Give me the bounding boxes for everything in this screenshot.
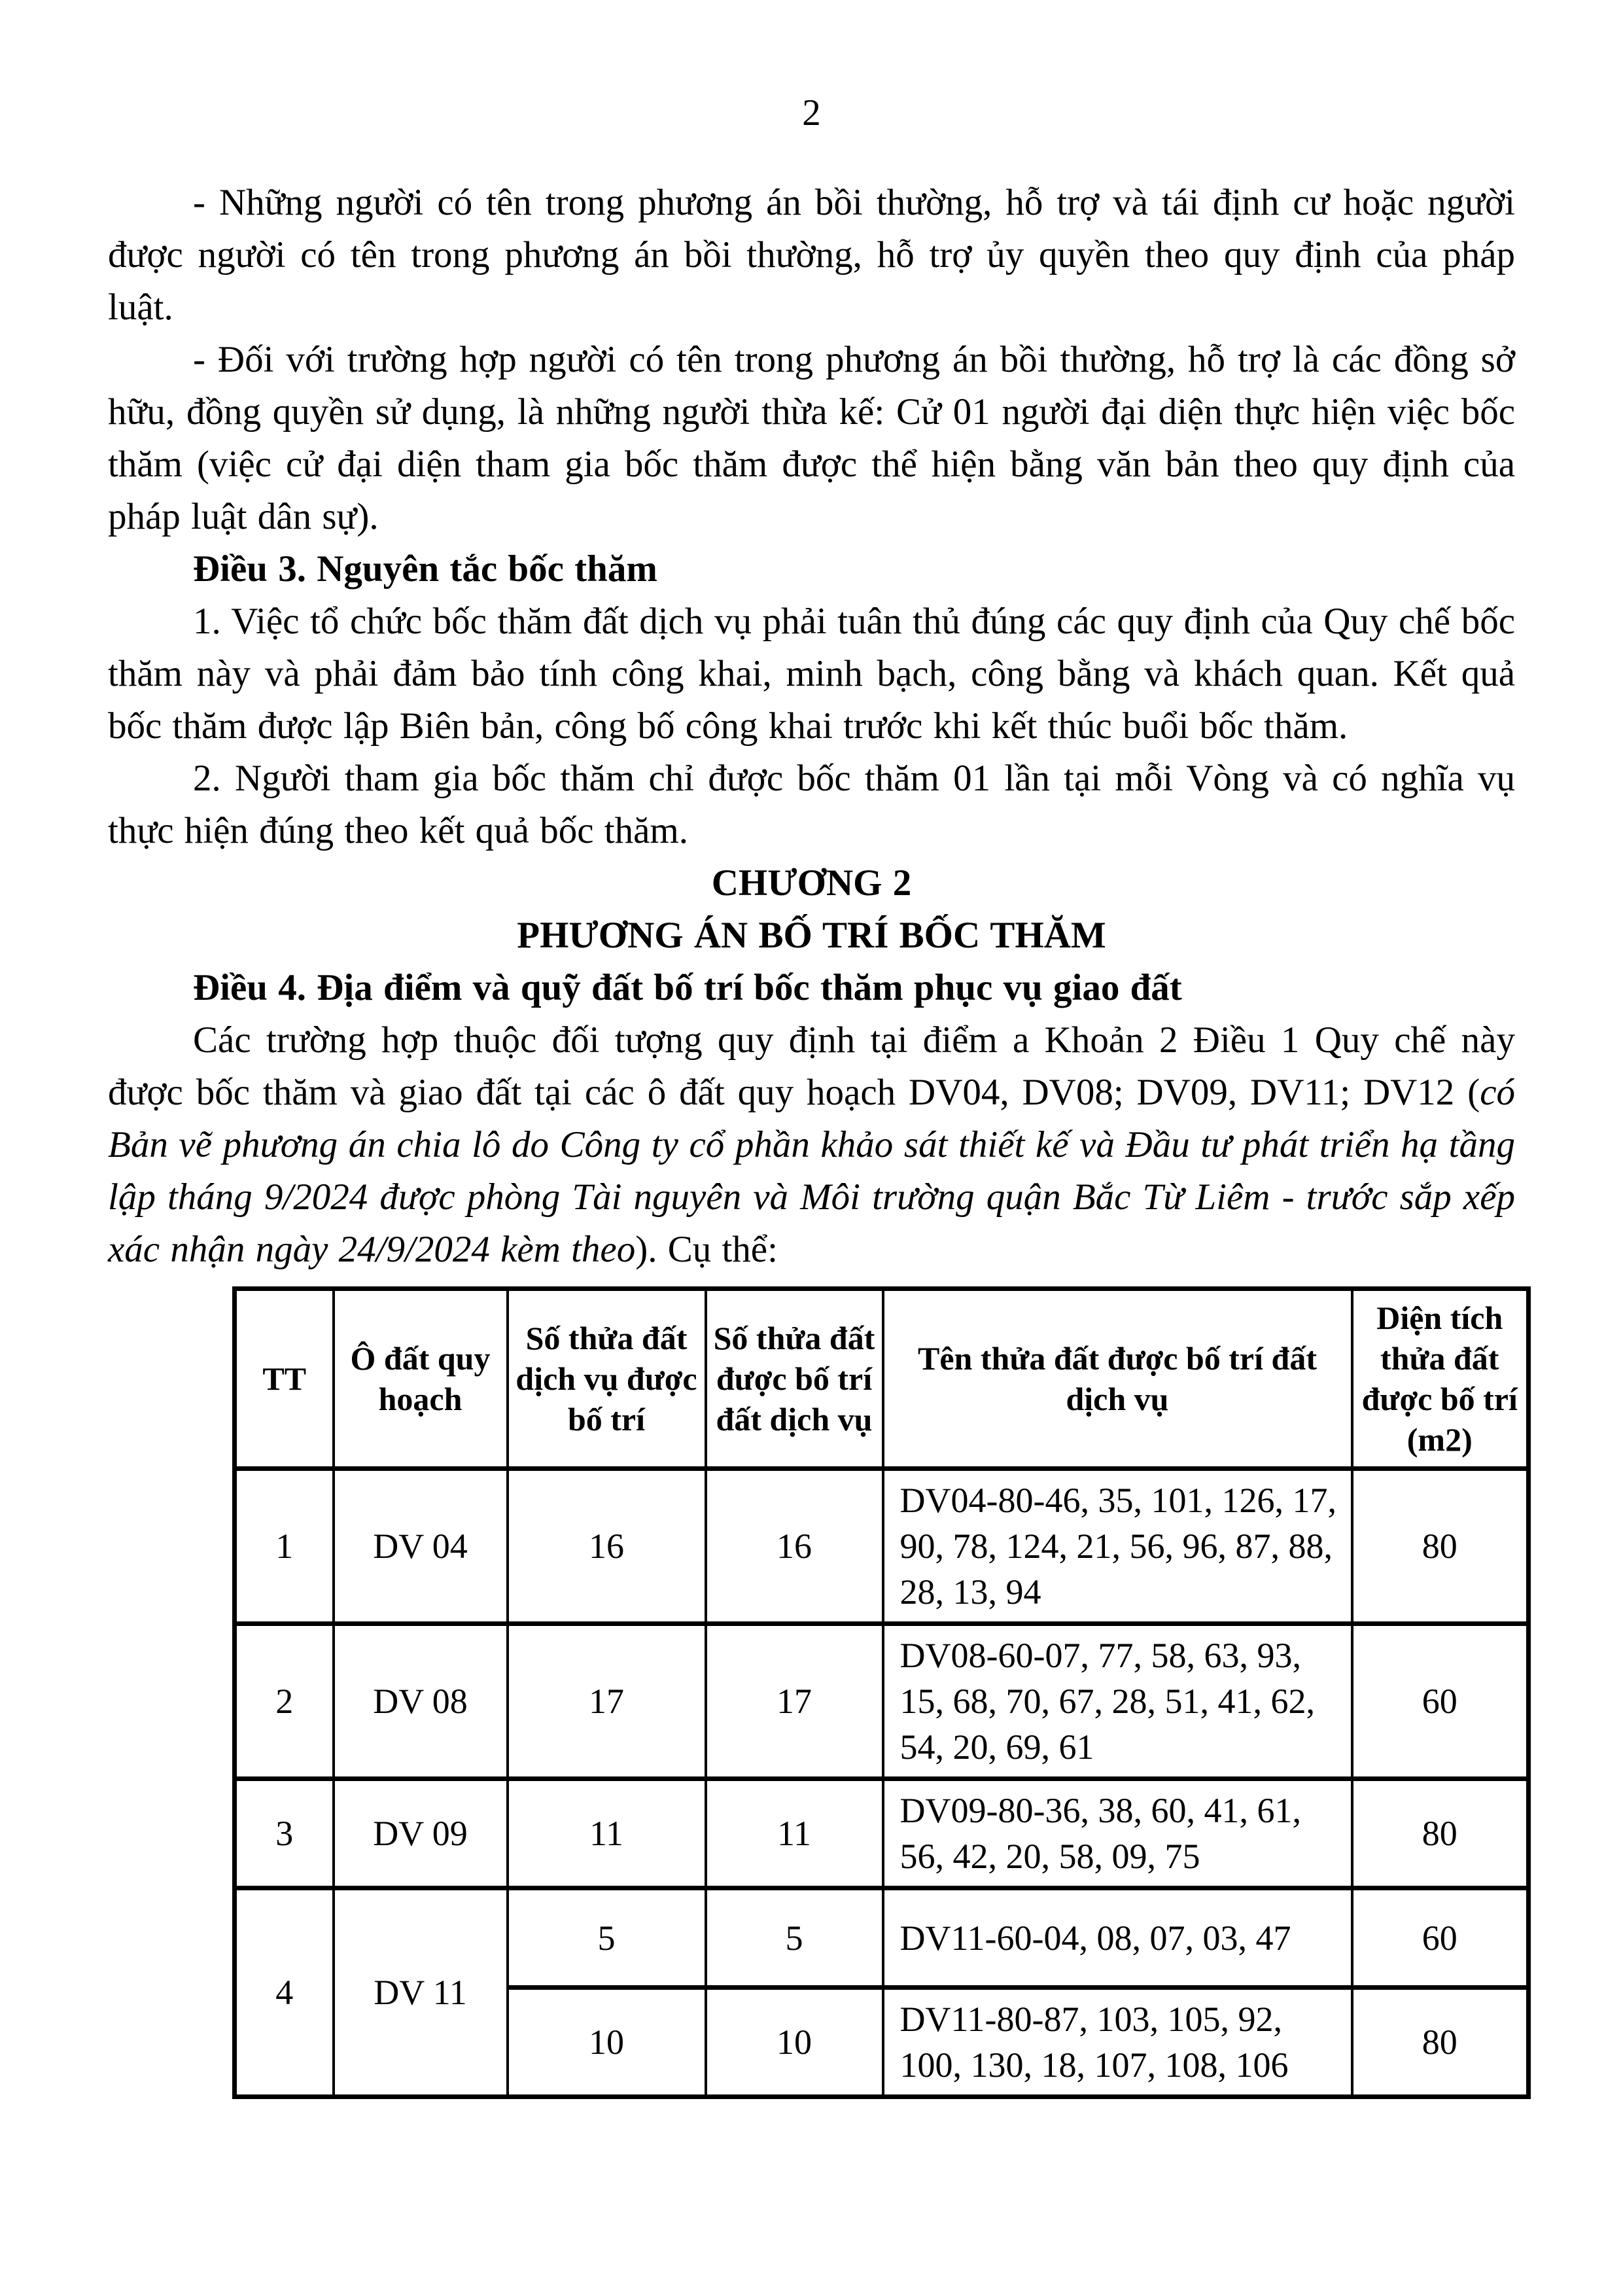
paragraph-item-2: 2. Người tham gia bốc thăm chỉ được bốc thăm 01 lần tại mỗi Vòng và có nghĩa vụ thực hiện đúng theo kết quả bốc thăm. (108, 758, 1515, 851)
header-area: Diện tích thửa đất được bố trí (m2) (1352, 1289, 1529, 1469)
table-header-row (235, 1289, 1529, 1469)
header-service-parcel-count: Số thửa đất dịch vụ được bố trí (508, 1289, 706, 1469)
cell-area: 60 (1352, 1888, 1529, 1988)
cell-parcel-names: DV04-80-46, 35, 101, 126, 17, 90, 78, 124, 21, 56, 96, 87, 88, 28, 13, 94 (883, 1469, 1352, 1624)
page-number: 2 (802, 92, 821, 133)
cell-area: 80 (1352, 1988, 1529, 2097)
chapter-title: PHƯƠNG ÁN BỐ TRÍ BỐC THĂM (517, 915, 1106, 956)
cell-allocated-parcel-count: 10 (706, 1988, 883, 2097)
cell-parcel-names: DV11-60-04, 08, 07, 03, 47 (883, 1888, 1352, 1988)
cell-plot: DV 08 (334, 1624, 508, 1779)
cell-tt: 4 (235, 1888, 334, 2097)
paragraph-bullet-2: - Đối với trường hợp người có tên trong phương án bồi thường, hỗ trợ là các đồng sở hữu, đồng quyền sử dụng, là những người thừa kế: Cử 01 người đại diện thực hiện việc bốc thăm (việc cử đại diện tham gia bốc thăm được thể hiện bằng văn bản theo quy định của pháp luật dân sự). (108, 339, 1515, 537)
cell-allocated-parcel-count: 5 (706, 1888, 883, 1988)
chapter-label: CHƯƠNG 2 (711, 862, 912, 904)
cell-plot: DV 09 (334, 1779, 508, 1888)
cell-plot: DV 04 (334, 1469, 508, 1624)
header-allocated-parcel-count: Số thửa đất được bố trí đất dịch vụ (706, 1289, 883, 1469)
paragraph-bullet-1: - Những người có tên trong phương án bồi thường, hỗ trợ và tái định cư hoặc người được người có tên trong phương án bồi thường, hỗ trợ ủy quyền theo quy định của pháp luật. (108, 182, 1515, 328)
header-parcel-names: Tên thửa đất được bố trí đất dịch vụ (883, 1289, 1352, 1469)
cell-service-parcel-count: 17 (508, 1624, 706, 1779)
cell-tt: 3 (235, 1779, 334, 1888)
cell-tt: 2 (235, 1624, 334, 1779)
paragraph-detail-intro (108, 1014, 1515, 1276)
table-row (235, 1469, 1529, 1624)
header-tt: TT (235, 1289, 334, 1469)
table-row (235, 1779, 1529, 1888)
cell-parcel-names: DV09-80-36, 38, 60, 41, 61, 56, 42, 20, 58, 09, 75 (883, 1779, 1352, 1888)
cell-area: 80 (1352, 1469, 1529, 1624)
cell-allocated-parcel-count: 16 (706, 1469, 883, 1624)
table-row (235, 1888, 1529, 1988)
cell-service-parcel-count: 10 (508, 1988, 706, 2097)
detail-intro-roman-2: ). Cụ thể: (635, 1229, 778, 1270)
heading-article-3: Điều 3. Nguyên tắc bốc thăm (193, 548, 657, 590)
header-plot: Ô đất quy hoạch (334, 1289, 508, 1469)
cell-allocated-parcel-count: 11 (706, 1779, 883, 1888)
paragraph-item-1: 1. Việc tổ chức bốc thăm đất dịch vụ phải tuân thủ đúng các quy định của Quy chế bốc thăm này và phải đảm bảo tính công khai, minh bạch, công bằng và khách quan. Kết quả bốc thăm được lập Biên bản, công bố công khai trước khi kết thúc buổi bốc thăm. (108, 601, 1515, 747)
cell-parcel-names: DV08-60-07, 77, 58, 63, 93, 15, 68, 70, 67, 28, 51, 41, 62, 54, 20, 69, 61 (883, 1624, 1352, 1779)
cell-tt: 1 (235, 1469, 334, 1624)
cell-plot: DV 11 (334, 1888, 508, 2097)
cell-area: 80 (1352, 1779, 1529, 1888)
table-row (235, 1624, 1529, 1779)
detail-intro-italic: có Bản vẽ phương án chia lô do Công ty cổ phần khảo sát thiết kế và Đầu tư phát triển hạ tầng lập tháng 9/2024 được phòng Tài nguyên và Môi trường quận Bắc Từ Liêm - trước sắp xếp xác nhận ngày 24/9/2024 kèm theo (108, 1072, 1515, 1270)
heading-article-4: Điều 4. Địa điểm và quỹ đất bố trí bốc thăm phục vụ giao đất (193, 967, 1182, 1008)
allocation-table (232, 1286, 1531, 2099)
cell-service-parcel-count: 16 (508, 1469, 706, 1624)
cell-area: 60 (1352, 1624, 1529, 1779)
cell-service-parcel-count: 11 (508, 1779, 706, 1888)
cell-service-parcel-count: 5 (508, 1888, 706, 1988)
cell-allocated-parcel-count: 17 (706, 1624, 883, 1779)
detail-intro-roman-1: Các trường hợp thuộc đối tượng quy định tại điểm a Khoản 2 Điều 1 Quy chế này được bốc thăm và giao đất tại các ô đất quy hoạch DV04, DV08; DV09, DV11; DV12 ( (108, 1019, 1515, 1113)
cell-parcel-names: DV11-80-87, 103, 105, 92, 100, 130, 18, 107, 108, 106 (883, 1988, 1352, 2097)
